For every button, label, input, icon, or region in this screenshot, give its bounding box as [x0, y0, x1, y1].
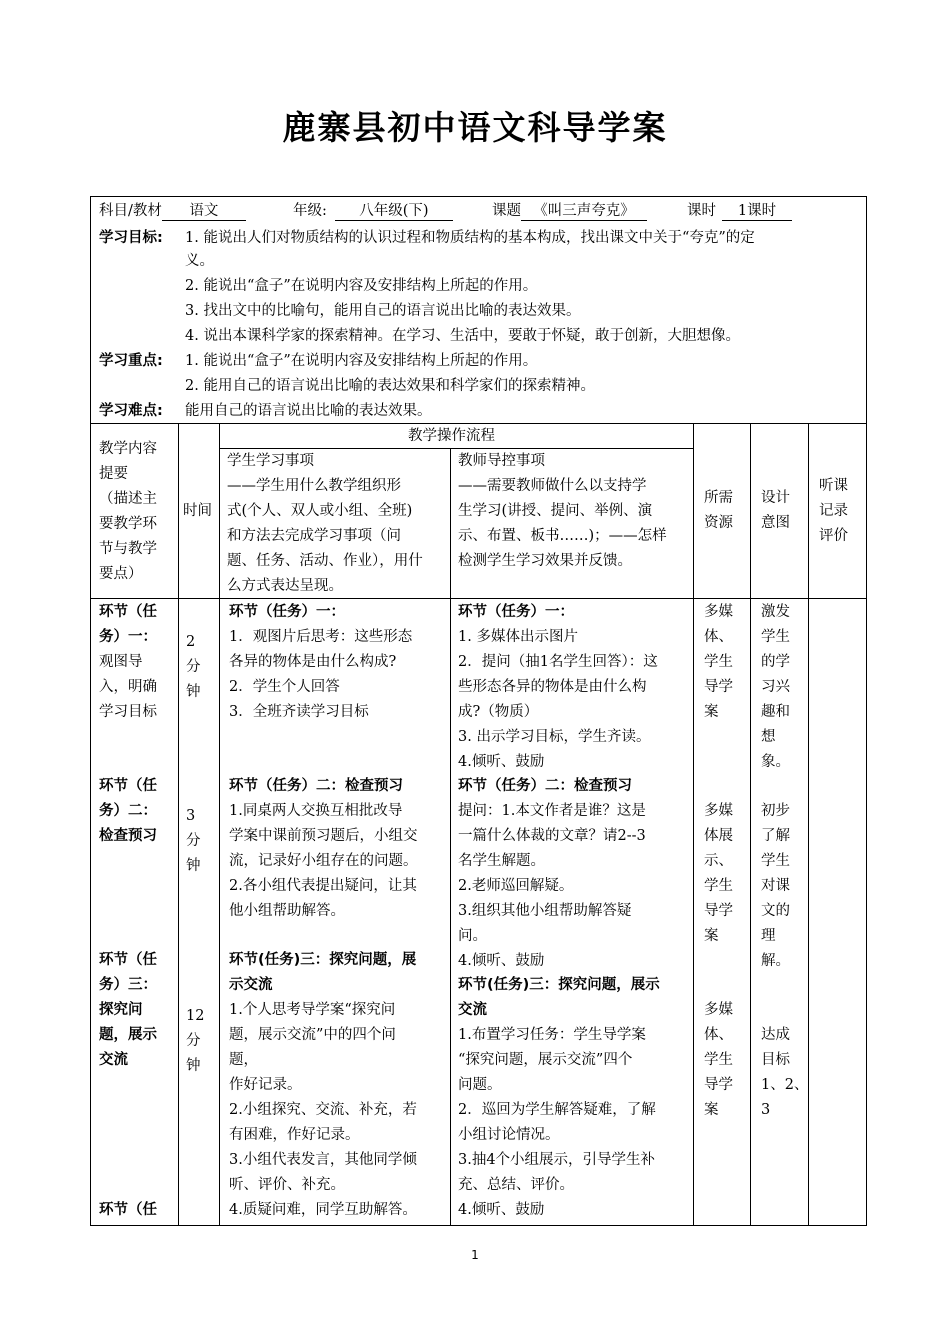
subject-label: 科目/教材 — [99, 203, 162, 219]
period-label: 课时 — [687, 203, 716, 219]
stage3-heading: 环节（任 务）三： 探究问 题，展示 交流 — [99, 952, 157, 1068]
resources-stage2: 多媒 体展 示、 学生 导学 案 — [704, 803, 733, 944]
design-stage1: 激发 学生 的学 习兴 趣和 想 象。 — [761, 604, 790, 770]
grade-row — [293, 199, 453, 224]
student-stage3: 环节(任务)三：探究问题，展 示交流 1.个人思考导学案“探究问 题，展示交流”中的四个问 题， 作好记录。 2.小组探究、交流、补充，若 有困难，作好记录。 3.小组代表发言，其他同学倾 听、评价、补充。 4.质疑问难，同学互助解答。 — [229, 952, 417, 1218]
content-header: 教学内容 提要 （描述主 要教学环 节与教学 要点） — [99, 441, 157, 582]
stage1-time: 2 分 钟 — [186, 634, 201, 700]
resources-header: 所需 资源 — [704, 490, 733, 531]
difficulty-text: 能用自己的语言说出比喻的表达效果。 — [185, 403, 432, 419]
evaluation-header: 听课 记录 评价 — [819, 478, 848, 544]
teacher-stage1: 环节（任务）一： 1. 多媒体出示图片 2．提问（抽1名学生回答）：这 些形态各异的物体是由什么构 成?（物质） 3. 出示学习目标，学生齐读。 4.倾听、鼓励 — [458, 604, 658, 770]
objectives-label: 学习目标: — [99, 230, 163, 246]
resources-stage3: 多媒 体、 学生 导学 案 — [704, 1002, 733, 1118]
time-header: 时间 — [183, 503, 212, 519]
topic-label: 课题 — [492, 203, 521, 219]
design-header: 设计 意图 — [761, 490, 790, 531]
page-number: 1 — [471, 1248, 479, 1262]
key-point-line: 1. 能说出“盒子”在说明内容及安排结构上所起的作用。 — [185, 353, 538, 369]
student-header: 学生学习事项 ——学生用什么教学组织形 式(个人、双人或小组、全班) 和方法去完成学习事项（问 题、任务、活动、作业），用什 么方式表达呈现。 — [227, 453, 423, 594]
period-value: 1课时 — [722, 203, 792, 221]
student-stage1: 环节（任务）一： 1．观图片后思考：这些形态 各异的物体是由什么构成? 2．学生个人回答 3．全班齐读学习目标 — [229, 604, 413, 720]
stage2-time: 3 分 钟 — [186, 808, 201, 874]
objective-line: 3. 找出文中的比喻句，能用自己的语言说出比喻的表达效果。 — [185, 303, 581, 319]
page-title: 鹿寨县初中语文科导学案 — [282, 108, 668, 147]
grade-label: 年级: — [293, 203, 327, 219]
topic-row — [492, 199, 647, 224]
objective-line: 4. 说出本课科学家的探索精神。在学习、生活中，要敢于怀疑，敢于创新，大胆想像。 — [185, 328, 740, 344]
teacher-stage3: 环节(任务)三：探究问题，展示 交流 1.布置学习任务：学生导学案 “探究问题，展示交流”四个 问题。 2．巡回为学生解答疑难，了解 小组讨论情况。 3.抽4个小组展示，引导学生补 充、总结、评价。 4.倾听、鼓励 — [458, 977, 660, 1218]
design-stage3: 达成 目标 1、2、 3 — [761, 1027, 809, 1118]
design-stage2: 初步 了解 学生 对课 文的 理 解。 — [761, 803, 790, 969]
key-point-line: 2. 能用自己的语言说出比喻的表达效果和科学家们的探索精神。 — [185, 378, 595, 394]
period-row — [687, 199, 792, 224]
key-points-label: 学习重点: — [99, 353, 163, 369]
stage1-heading: 环节（任 务）一： — [99, 604, 157, 645]
student-stage2: 环节（任务）二：检查预习 1.同桌两人交换互相批改导 学案中课前预习题后，小组交 流，记录好小组存在的问题。 2.各小组代表提出疑问，让其 他小组帮助解答。 — [229, 778, 418, 919]
topic-value: 《叫三声夸克》 — [521, 203, 647, 221]
objective-line: 1. 能说出人们对物质结构的认识过程和物质结构的基本构成，找出课文中关于“夸克”的定 — [185, 230, 755, 246]
stage4-heading: 环节（任 — [99, 1202, 157, 1218]
teacher-stage2: 环节（任务）二：检查预习 提问：1.本文作者是谁？这是 一篇什么体裁的文章？请2--3 名学生解题。 2.老师巡回解疑。 3.组织其他小组帮助解答疑 问。 4.倾听、鼓励 — [458, 778, 646, 969]
subject-row — [99, 199, 246, 224]
subject-value: 语文 — [162, 203, 246, 221]
resources-stage1: 多媒 体、 学生 导学 案 — [704, 604, 733, 720]
objective-line: 义。 — [185, 253, 214, 269]
stage1-summary: 观图导 入，明确 学习目标 — [99, 654, 157, 720]
stage2-heading: 环节（任 务）二： 检查预习 — [99, 778, 157, 844]
grade-value: 八年级(下) — [335, 203, 453, 221]
difficulty-label: 学习难点: — [99, 403, 163, 419]
flow-header: 教学操作流程 — [408, 428, 495, 444]
objective-line: 2. 能说出“盒子”在说明内容及安排结构上所起的作用。 — [185, 278, 538, 294]
teacher-header: 教师导控事项 ——需要教师做什么以支持学 生学习(讲授、提问、举例、演 示、布置、板书……)；——怎样 检测学生学习效果并反馈。 — [458, 453, 667, 569]
stage3-time: 12 分 钟 — [186, 1008, 205, 1074]
